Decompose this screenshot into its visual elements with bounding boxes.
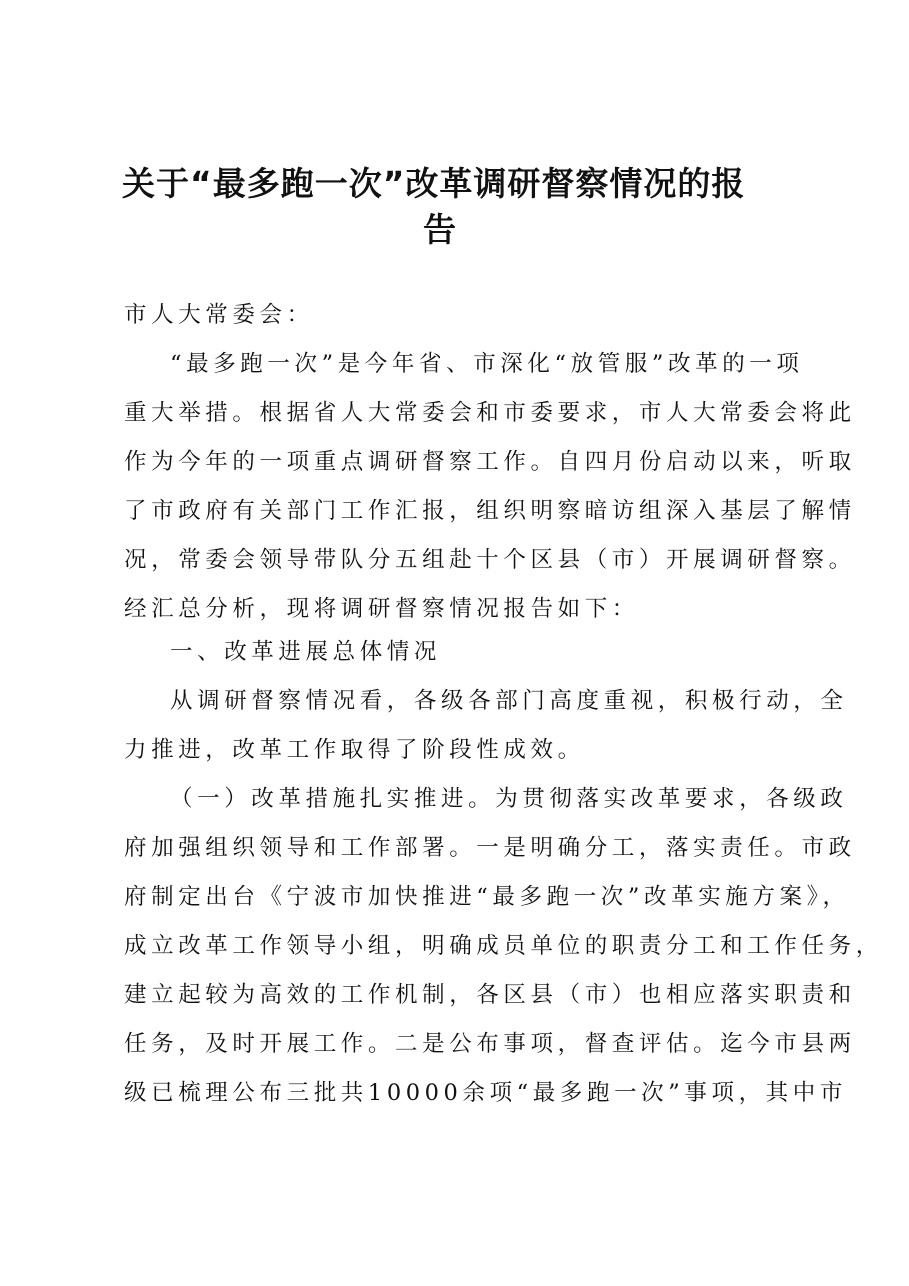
document-title-line-2: 告 [423,210,457,249]
section-heading: 一、改革进展总体情况 [170,639,442,665]
paragraph-line: 从调研督察情况看，各级各部门高度重视，积极行动，全 [170,688,848,714]
subsection-line: （一）改革措施扎实推进。为贯彻落实改革要求，各级政 [170,786,848,812]
paragraph-line: 府制定出台《宁波市加快推进“最多跑一次”改革实施方案》， [124,884,850,910]
salutation: 市人大常委会： [124,302,314,328]
paragraph-line: 况，常委会领导带队分五组赴十个区县（市）开展调研督察。 [124,547,856,573]
paragraph-line: “最多跑一次”是今年省、市深化“放管服”改革的一项 [170,351,804,377]
paragraph-line: 作为今年的一项重点调研督察工作。自四月份启动以来，听取 [124,449,856,475]
paragraph-line: 了市政府有关部门工作汇报，组织明察暗访组深入基层了解情 [124,498,856,524]
document-title-line-1: 关于“最多跑一次”改革调研督察情况的报 [122,164,746,203]
paragraph-line: 重大举措。根据省人大常委会和市委要求，市人大常委会将此 [124,400,856,426]
paragraph-line: 成立改革工作领导小组，明确成员单位的职责分工和工作任务， [124,933,883,959]
paragraph-line: 经汇总分析，现将调研督察情况报告如下： [124,596,639,622]
paragraph-line: 级已梳理公布三批共10000余项“最多跑一次”事项，其中市 [124,1080,847,1106]
paragraph-line: 府加强组织领导和工作部署。一是明确分工，落实责任。市政 [124,835,856,861]
paragraph-line: 建立起较为高效的工作机制，各区县（市）也相应落实职责和 [124,982,856,1008]
paragraph-line: 力推进，改革工作取得了阶段性成效。 [124,737,585,763]
paragraph-line: 任务，及时开展工作。二是公布事项，督查评估。迄今市县两 [124,1031,856,1057]
